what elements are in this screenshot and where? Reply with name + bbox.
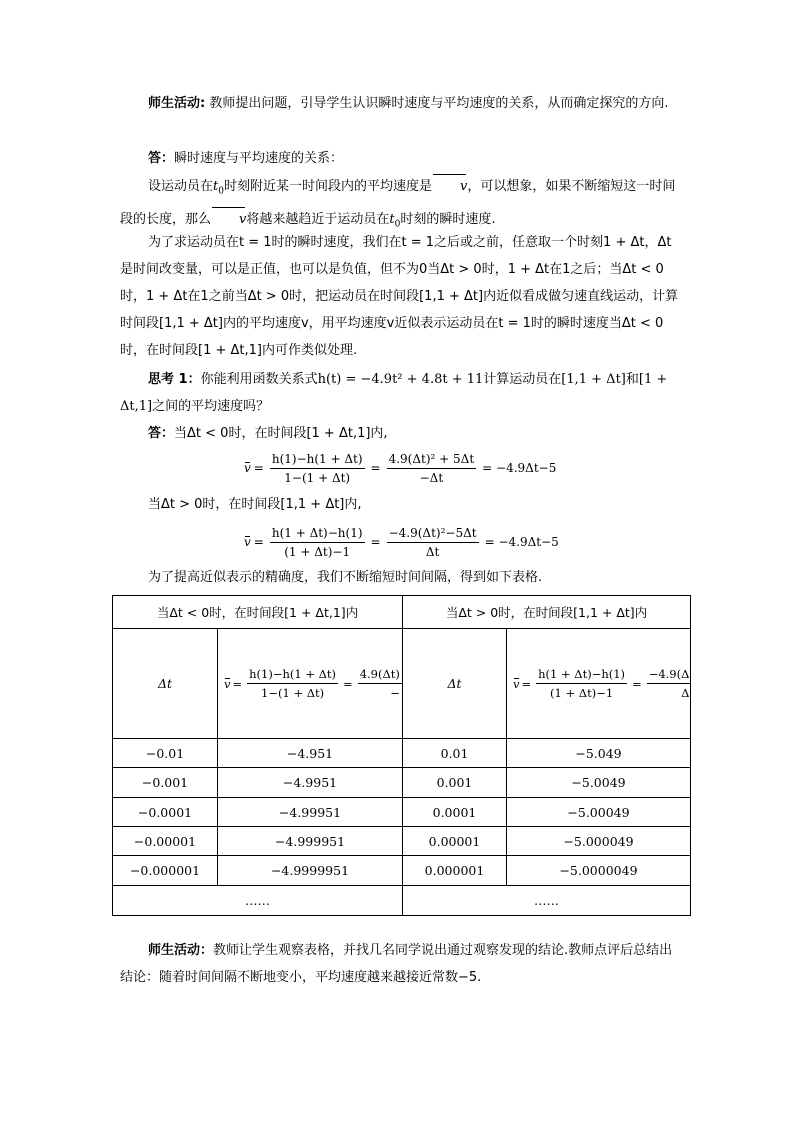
fraction-denominator: (1 + Δt)−1 (284, 544, 351, 559)
math-sub-0: 0 (218, 186, 224, 197)
table-cell-right-dt: 0.00001 (428, 833, 481, 849)
paragraph-answer-1 (120, 145, 680, 172)
eq-equals: = (632, 676, 642, 691)
math-vbar: v (432, 173, 467, 200)
fraction-2 (358, 667, 402, 700)
table-cell-left-v: −4.9999951 (270, 863, 350, 878)
eq-equals: = (370, 461, 381, 475)
paragraph-think-1 (120, 366, 680, 420)
table-ellipsis-right: …… (534, 893, 559, 908)
fraction-2 (387, 452, 477, 485)
fraction-2 (387, 526, 479, 559)
answer-text: 瞬时速度与平均速度的关系： (174, 151, 344, 166)
paragraph-activity-1 (120, 90, 680, 117)
eq-equals: = (253, 461, 264, 475)
math-sub-0: 0 (394, 219, 401, 230)
approximation-table (112, 595, 691, 916)
eq-result: = −4.9Δt−5 (482, 461, 557, 475)
table-cell-left-v: −4.999951 (274, 833, 346, 849)
fraction-1 (270, 526, 365, 559)
fraction-denominator: Δt (425, 544, 440, 559)
table-cell-right-v: −5.000049 (563, 833, 634, 849)
text-seg: 设运动员在 (148, 179, 214, 194)
answer-label: 答 (148, 151, 162, 166)
eq-vbar: v (244, 535, 251, 549)
activity-sep: ： (200, 943, 214, 958)
fraction-numerator: h(1)−h(1 + Δt) (247, 667, 338, 684)
activity-label: 师生活动 (148, 96, 201, 111)
fraction-numerator: 4.9(Δt) (358, 667, 402, 684)
paragraph-answer-2 (120, 420, 680, 447)
table-cell-right-dt: 0.001 (436, 775, 473, 790)
fraction-numerator: h(1 + Δt)−h(1) (270, 526, 365, 543)
fraction-numerator: −4.9(Δt)²−5Δt (387, 526, 479, 543)
table-cell-left-dt: −0.01 (145, 745, 185, 761)
table-cell-left-dt: −0.00001 (133, 833, 197, 849)
table-cell-left-dt: −0.000001 (129, 863, 201, 878)
math-t: t (213, 179, 219, 194)
table-cell-right-dt: 0.000001 (424, 863, 485, 878)
activity-text: 教师提出问题，引导学生认识瞬时速度与平均速度的关系，从而确定探究的方向. (209, 96, 669, 111)
table-cell-left-v: −4.9951 (282, 775, 338, 790)
table-cell-right-v: −5.0049 (571, 775, 626, 790)
fraction-denominator: Δ (681, 686, 690, 700)
eq-equals: = (521, 676, 532, 691)
activity-label: 师生活动 (148, 943, 201, 958)
fraction-denominator: (1 + Δt)−1 (550, 686, 614, 700)
fraction-numerator: 4.9(Δt)² + 5Δt (387, 452, 477, 469)
eq-result: = −4.9Δt−5 (484, 535, 559, 549)
eq-vbar: v (244, 461, 251, 475)
table-cell-left-v: −4.951 (286, 745, 334, 761)
equation-2 (244, 520, 559, 564)
eq-equals: = (370, 535, 381, 549)
fraction-numerator: h(1 + Δt)−h(1) (536, 667, 627, 684)
paragraph-positive-case: 当Δt > 0时，在时间段[1,1 + Δt]内, (148, 497, 362, 512)
text-seg: 将越来越趋近于运动员在 (246, 211, 390, 227)
table-cell-right-v: −5.00049 (567, 804, 630, 820)
think-sep: ： (187, 372, 201, 387)
answer-sep: ： (161, 426, 175, 441)
think-label: 思考 1 (148, 372, 188, 387)
fraction-denominator: −Δt (419, 470, 444, 485)
table-left-formula (218, 629, 402, 738)
table-dt-header-left: Δt (157, 676, 173, 691)
table-cell-left-dt: −0.001 (141, 775, 189, 790)
paragraph-table-intro: 为了提高近似表示的精确度，我们不断缩短时间间隔，得到如下表格. (148, 570, 543, 585)
table-dt-header-right: Δt (447, 676, 462, 691)
text-seg: 和 (625, 372, 639, 387)
equation-1 (244, 446, 556, 490)
function-formula: h(t) = −4.9t² + 4.8t + 11 (317, 372, 484, 387)
answer-sep: ： (161, 151, 175, 166)
fraction-1 (247, 667, 338, 700)
text-seg: 计算运动员在 (483, 372, 562, 387)
table-left-title: 当Δt < 0时，在时间段[1 + Δt,1]内 (156, 605, 359, 620)
eq-vbar: v (224, 676, 231, 691)
text-seg: 时刻附近某一时间段内的平均速度是 (223, 179, 432, 194)
table-ellipsis-left: …… (245, 893, 270, 908)
table-cell-right-dt: 0.0001 (432, 804, 477, 820)
fraction-numerator: h(1)−h(1 + Δt) (270, 452, 365, 469)
paragraph-method: 为了求运动员在t = 1时的瞬时速度，我们在t = 1之后或之前，任意取一个时刻1 + Δt，Δt是时间改变量，可以是正值，也可以是负值，但不为0当Δt > 0时，1 + Δt在1之后；当Δt < 0时，1 + Δt在1之前当Δt > 0时，把运动员在时间段[1,1 + Δt]内近似看成做匀速直线运动，计算时间段[1,1 + Δt]内的平均速度v，用平均速度v近似表示运动员在t = 1时的瞬时速度当Δt < 0时，在时间段[1 + Δt,1]内可作类似处理. (120, 235, 679, 358)
fraction-denominator: − (390, 686, 400, 700)
fraction-denominator: 1−(1 + Δt) (284, 470, 351, 485)
text-seg: ，可以想象，如果不断缩短这一时间段的长度，那么 (120, 179, 676, 227)
text-seg: 之间的平均速度吗？ (152, 399, 270, 414)
text-seg: 时刻的瞬时速度. (400, 211, 496, 227)
fraction-1 (270, 452, 365, 485)
table-right-title: 当Δt > 0时，在时间段[1,1 + Δt]内 (445, 605, 648, 620)
fraction-denominator: 1−(1 + Δt) (261, 686, 325, 700)
table-cell-left-v: −4.99951 (278, 804, 342, 820)
math-vbar: v (211, 206, 246, 233)
fraction-2 (647, 667, 690, 700)
table-cell-right-v: −5.0000049 (559, 863, 638, 878)
eq-vbar: v (513, 676, 520, 691)
paragraph-activity-2 (120, 937, 680, 991)
text-seg: 你能利用函数关系式 (200, 372, 318, 387)
table-right-formula (507, 629, 690, 738)
interval-2: [1 + Δt,1] (120, 372, 668, 414)
activity-sep: : (200, 96, 206, 111)
eq-equals: = (253, 535, 264, 549)
activity-text: 教师让学生观察表格，并找几名同学说出通过观察发现的结论.教师点评后总结出结论：随着时间间隔不断地变小，平均速度越来越接近常数−5. (120, 943, 673, 985)
answer-label: 答 (148, 426, 162, 441)
fraction-numerator: −4.9(Δ (647, 667, 690, 684)
interval-1: [1,1 + Δt] (561, 372, 626, 387)
eq-equals: = (232, 676, 243, 691)
eq-equals: = (343, 676, 353, 691)
answer-text: 当Δt < 0时，在时间段[1 + Δt,1]内, (174, 426, 388, 441)
fraction-1 (536, 667, 627, 700)
math-t: t (389, 211, 395, 227)
table-cell-left-dt: −0.0001 (137, 804, 193, 820)
table-cell-right-dt: 0.01 (440, 745, 469, 761)
table-cell-right-v: −5.049 (575, 745, 622, 761)
